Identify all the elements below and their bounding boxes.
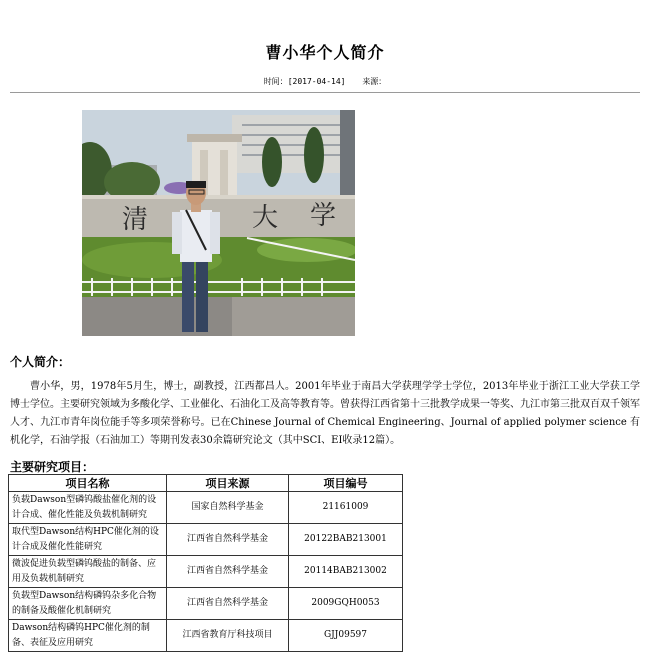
project-name-cell: Dawson结构磷钨HPC催化剂的制备、表征及应用研究 [9, 620, 167, 652]
project-source-cell: 江西省自然科学基金 [167, 524, 289, 556]
project-code-cell: 21161009 [289, 492, 403, 524]
table-row [9, 556, 403, 588]
project-source-cell: 江西省自然科学基金 [167, 556, 289, 588]
project-name-cell: 负载型Dawson结构磷钨杂多化合物的制备及酸催化机制研究 [9, 588, 167, 620]
article-title: 曹小华个人简介 [265, 43, 385, 62]
column-header-code: 项目编号 [289, 475, 403, 492]
table-row [9, 524, 403, 556]
table-row [9, 588, 403, 620]
project-code-cell: 20114BAB213002 [289, 556, 403, 588]
projects-heading: 主要研究项目： [10, 460, 95, 474]
sign-char-2: 大 [252, 203, 279, 233]
project-code-cell: 2009GQH0053 [289, 588, 403, 620]
table-header-row [9, 475, 403, 492]
project-source-cell: 国家自然科学基金 [167, 492, 289, 524]
projects-table [8, 474, 403, 652]
column-header-name: 项目名称 [9, 475, 167, 492]
profile-photo [82, 110, 355, 336]
project-name-cell: 取代型Dawson结构HPC催化剂的设计合成及催化性能研究 [9, 524, 167, 556]
project-name-cell: 负载Dawson型磷钨酸盐催化剂的设计合成、催化性能及负载机制研究 [9, 492, 167, 524]
time-label: 时间： [263, 77, 288, 86]
sign-char-3: 学 [310, 201, 337, 231]
project-source-cell: 江西省自然科学基金 [167, 588, 289, 620]
bio-paragraph: 曹小华，男，1978年5月生，博士，副教授，江西都昌人。2001年毕业于南昌大学获理学学士学位，2013年毕业于浙江工业大学获工学博士学位。主要研究领域为多酸化学、工业催化、石油化工及高等教育等。曾获得江西省第十三批教学成果一等奖、九江市第三批双百双千领军人才、九江市青年岗位能手等多项荣誉称号。已在Chinese Journal of Chemical Engineering、Journal of applied polymer science 有机化学，石油学报（石油加工）等期刊发表30余篇研究论文（其中SCI、EI收录12篇）。 [10, 381, 640, 446]
bio-heading: 个人简介： [10, 355, 71, 369]
sign-char-1: 清 [122, 205, 149, 235]
project-name-cell: 微波促进负载型磷钨酸盐的制备、应用及负载机制研究 [9, 556, 167, 588]
table-row [9, 492, 403, 524]
project-code-cell: GJJ09597 [289, 620, 403, 652]
project-code-cell: 20122BAB213001 [289, 524, 403, 556]
column-header-source: 项目来源 [167, 475, 289, 492]
time-value: [2017-04-14] [287, 77, 346, 86]
article-meta [0, 76, 650, 87]
source-label: 来源： [362, 77, 387, 86]
title-divider [10, 92, 640, 93]
project-source-cell: 江西省教育厅科技项目 [167, 620, 289, 652]
table-row [9, 620, 403, 652]
time-field [264, 77, 346, 86]
